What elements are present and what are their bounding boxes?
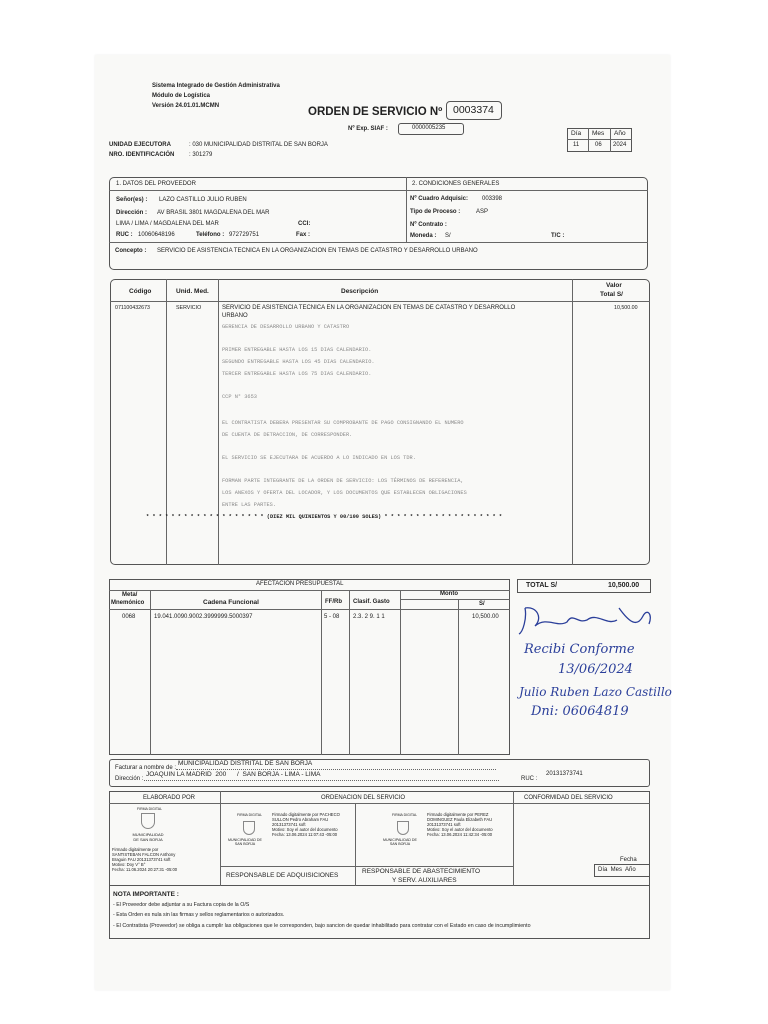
hand-recibi: Recibi Conforme <box>524 642 635 657</box>
desc-line: TERCER ENTREGABLE HASTA LOS 75 DIAS CALENDARIO. <box>222 371 372 377</box>
row-monto: 10,500.00 <box>472 614 499 620</box>
direccion-label: Dirección : <box>116 210 148 216</box>
seal-icon <box>141 813 155 829</box>
cuadro-label: Nº Cuadro Adquisic: <box>410 196 468 202</box>
meta-header-1: Meta/ <box>122 592 138 598</box>
system-name: Sistema Integrado de Gestión Administrativa <box>152 83 280 89</box>
nro-id-label: NRO. IDENTIFICACIÓN <box>109 152 175 158</box>
nro-id-value: : 301279 <box>189 152 213 158</box>
col-unid: Unid. Med. <box>176 288 209 295</box>
direccion-value: AV BRASIL 3801 MAGDALENA DEL MAR <box>157 210 270 216</box>
contrato-label: Nº Contrato : <box>410 222 447 228</box>
nota-line: - El Contratista (Proveedor) se obliga a cumplir las obligaciones que le corresponden, bajo sancion de quedar inhabilitado para contratar con el Estado en caso de incumplimiento <box>113 923 531 929</box>
muni-name: MUNICIPALIDAD DE SAN BORJA <box>228 838 262 846</box>
signature-block-2: Firmado digitalmente por PACHECO SULLON Pedro Abraham FAU 20131373741 soft Motivo: Soy el autor del documento Fecha: 13.06.2024 11:07:43 -05:00 <box>272 812 340 837</box>
desc-line: LOS ANEXOS Y OFERTA DEL LOCADOR, Y LOS DOCUMENTOS QUE ESTABLECEN OBLIGACIONES <box>222 490 467 496</box>
row-ffrb: 5 - 08 <box>324 614 340 620</box>
desc-line: DE CUENTA DE DETRACCION, DE CORRESPONDER. <box>222 432 353 438</box>
fax-label: Fax : <box>296 232 311 238</box>
proceso-label: Tipo de Proceso : <box>410 209 461 215</box>
ubicacion-value: LIMA / LIMA / MAGDALENA DEL MAR <box>116 221 219 227</box>
row-clasif: 2.3. 2 9. 1 1 <box>353 614 385 620</box>
moneda-label: Moneda : <box>410 233 437 239</box>
senor-value: LAZO CASTILLO JULIO RUBEN <box>159 197 247 203</box>
col-codigo: Código <box>129 288 152 295</box>
date-day: 11 <box>573 142 580 148</box>
cci-label: CCI: <box>298 221 311 227</box>
date-year: 2024 <box>613 142 627 148</box>
firma-digital-label: FIRMA DIGITAL <box>137 807 163 811</box>
proceso-value: ASP <box>476 209 489 215</box>
page-title: ORDEN DE SERVICIO Nº <box>308 106 443 118</box>
date-month: 06 <box>595 142 602 148</box>
col-valor-2: Total S/ <box>600 291 623 298</box>
fecha-label: Fecha <box>620 857 637 863</box>
clasif-header: Clasif. Gasto <box>353 599 390 605</box>
date-header-month: Mes <box>592 130 605 137</box>
ruc-factura-value: 20131373741 <box>546 771 583 777</box>
moneda-value: S/ <box>445 233 451 239</box>
col-valor-1: Valor <box>606 282 622 289</box>
order-number: 0003374 <box>453 104 494 116</box>
col-descripcion: Descripción <box>341 288 379 295</box>
desc-line: SEGUNDO ENTREGABLE HASTA LOS 45 DIAS CALENDARIO. <box>222 359 375 365</box>
ordenacion-header: ORDENACION DEL SERVICIO <box>321 795 406 801</box>
meta-header-2: Mnemónico <box>111 600 145 606</box>
concepto-label: Concepto : <box>115 248 147 254</box>
firma-digital-label: FIRMA DIGITAL <box>237 813 263 817</box>
monto-header: Monto <box>440 591 458 597</box>
item-codigo: 071100432673 <box>115 305 150 311</box>
item-valor: 10,500.00 <box>614 305 638 311</box>
handwritten-signature <box>517 598 657 640</box>
exp-siaf-label: Nº Exp. SIAF : <box>348 126 388 132</box>
signature-block-3: Firmado digitalmente por PEREZ DOMINGUEZ Paula Elizabeth FAU 20131373741 soft Motivo: Soy el autor del documento Fecha: 13.06.2024 11:42:34 -05:00 <box>427 812 493 837</box>
unidad-label: UNIDAD EJECUTORA <box>109 142 171 148</box>
total-label: TOTAL S/ <box>526 582 558 589</box>
total-value: 10,500.00 <box>608 582 640 589</box>
facturar-value: MUNICIPALIDAD DISTRITAL DE SAN BORJA <box>178 760 313 767</box>
muni-name: MUNICIPALIDAD DE SAN BORJA <box>383 838 417 846</box>
ffrb-header: FF/Rb <box>325 599 342 605</box>
nota-line: - Esta Orden es nula sin las firmas y sellos reglamentarios o autorizados. <box>113 912 285 918</box>
resp-abastecimiento-1: RESPONSABLE DE ABASTECIMIENTO <box>362 868 480 875</box>
ruc-factura-label: RUC : <box>521 776 538 782</box>
desc-line: EL CONTRATISTA DEBERA PRESENTAR SU COMPROBANTE DE PAGO CONSIGNANDO EL NUMERO <box>222 420 464 426</box>
nota-line: - El Proveedor debe adjuntar a su Factura copia de la O/S <box>113 902 250 908</box>
signature-block-1: Firmado digitalmente por SANTISTEBAN FALCON Anthony Braguin FAU 20131373741 soft Motivo: Doy V° B° Fecha: 11.06.2024 20:27:31 -05:00 <box>112 847 178 872</box>
nota-title: NOTA IMPORTANTE : <box>113 891 179 898</box>
condiciones-section-title: 2. CONDICIONES GENERALES <box>412 181 500 187</box>
direccion-factura-label: Dirección : <box>115 776 144 782</box>
resp-adquisiciones: RESPONSABLE DE ADQUISICIONES <box>226 872 339 879</box>
concepto-value: SERVICIO DE ASISTENCIA TECNICA EN LA ORGANIZACION EN TEMAS DE CATASTRO Y DESARROLLO URBANO <box>157 248 478 254</box>
cuadro-value: 003398 <box>482 196 503 202</box>
date-header-day: Día <box>571 130 582 137</box>
fecha-cols: Día Mes Año <box>598 867 636 873</box>
date-header-year: Año <box>614 130 626 137</box>
item-desc-main-2: URBANO <box>222 313 248 319</box>
seal-icon <box>243 821 255 835</box>
conformidad-header: CONFORMIDAD DEL SERVICIO <box>524 795 613 801</box>
elaborado-header: ELABORADO POR <box>143 795 196 801</box>
cadena-header: Cadena Funcional <box>203 599 259 606</box>
desc-line: EL SERVICIO SE EJECUTARA DE ACUERDO A LO INDICADO EN LOS TDR. <box>222 455 416 461</box>
moneda-header: S/ <box>479 601 485 607</box>
unidad-value: : 030 MUNICIPALIDAD DISTRITAL DE SAN BORJA <box>189 142 328 148</box>
item-desc-main-1: SERVICIO DE ASISTENCIA TECNICA EN LA ORGANIZACION EN TEMAS DE CATASTRO Y DESARROLLO <box>222 305 516 311</box>
seal-icon <box>397 821 409 835</box>
version-label: Versión 24.01.01.MCMN <box>152 103 220 109</box>
telefono-value: 972729751 <box>229 232 260 238</box>
hand-dni: Dni: 06064819 <box>531 704 629 719</box>
firma-digital-label: FIRMA DIGITAL <box>392 813 418 817</box>
desc-line: FORMAN PARTE INTEGRANTE DE LA ORDEN DE SERVICIO: LOS TÉRMINOS DE REFERENCIA, <box>222 478 464 484</box>
desc-line: CCP N° 3653 <box>222 394 257 400</box>
proveedor-section-title: 1. DATOS DEL PROVEEDOR <box>116 181 196 187</box>
afectacion-title: AFECTACION PRESUPUESTAL <box>256 581 344 587</box>
desc-line: GERENCIA DE DESARROLLO URBANO Y CATASTRO <box>222 324 350 330</box>
senor-label: Señor(es) : <box>116 197 148 203</box>
direccion-factura-value: JOAQUIN LA MADRID 200 / SAN BORJA - LIMA - LIMA <box>146 771 321 778</box>
row-meta: 0068 <box>122 614 136 620</box>
desc-line: ENTRE LAS PARTES. <box>222 502 277 508</box>
hand-fecha: 13/06/2024 <box>558 662 633 677</box>
desc-line: PRIMER ENTREGABLE HASTA LOS 15 DIAS CALENDARIO. <box>222 347 372 353</box>
facturar-label: Facturar a nombre de : <box>115 765 177 771</box>
ruc-value: 10060648196 <box>138 232 175 238</box>
amount-in-words: * * * * * * * * * * * * * * * * * * * (DIEZ MIL QUINIENTOS Y 00/100 SOLES) * * * * * * * * * * * * * * * * * * * <box>146 514 503 520</box>
hand-nombre: Julio Ruben Lazo Castillo <box>519 685 672 699</box>
module-name: Módulo de Logística <box>152 93 210 99</box>
tc-label: T/C : <box>551 233 565 239</box>
resp-abastecimiento-2: Y SERV. AUXILIARES <box>392 877 457 884</box>
row-cadena: 19.041.0090.9002.3999999.5000397 <box>154 614 253 620</box>
ruc-label: RUC : <box>116 232 133 238</box>
item-unid: SERVICIO <box>176 305 202 311</box>
exp-siaf-value: 0000005235 <box>412 125 446 131</box>
telefono-label: Teléfono : <box>196 232 225 238</box>
muni-name: MUNICIPALIDAD DE SAN BORJA <box>132 832 164 842</box>
